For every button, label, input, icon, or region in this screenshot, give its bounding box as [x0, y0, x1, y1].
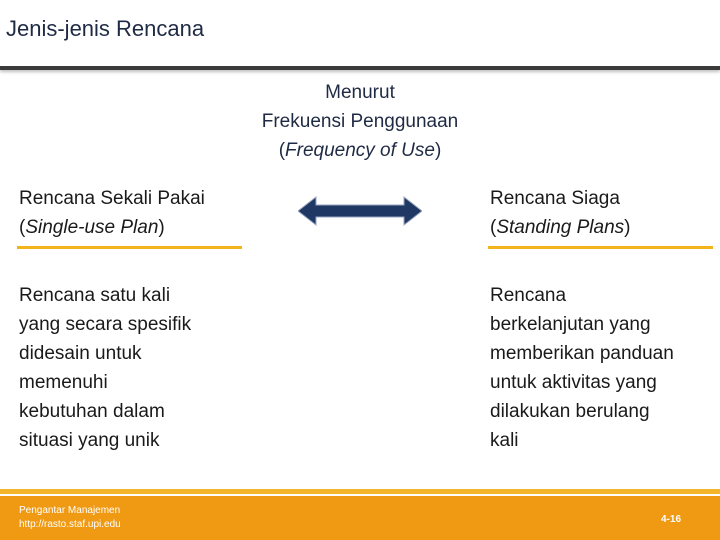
description-line: kebutuhan dalam — [19, 401, 165, 422]
right-plan-english-text: Standing Plans — [496, 217, 625, 238]
paren-open: ( — [278, 140, 286, 161]
footer-divider — [0, 489, 720, 494]
course-name: Pengantar Manajemen — [19, 505, 121, 516]
right-plan-name: Rencana Siaga — [490, 188, 620, 209]
right-plan-title — [490, 184, 630, 242]
paren-open: ( — [490, 217, 497, 238]
right-plan-english — [490, 213, 630, 242]
double-headed-arrow-icon — [298, 196, 422, 226]
left-plan-name: Rencana Sekali Pakai — [19, 188, 205, 209]
page-number: 4-16 — [661, 514, 682, 525]
header-bar — [0, 0, 720, 70]
paren-close: ) — [624, 217, 631, 238]
classification-line-3 — [230, 136, 490, 165]
classification-line-2: Frekuensi Penggunaan — [261, 111, 459, 132]
footer-bar — [0, 496, 720, 540]
description-line: Rencana — [490, 285, 567, 306]
description-line: berkelanjutan yang — [490, 314, 651, 335]
description-line: situasi yang unik — [19, 430, 160, 451]
paren-close: ) — [158, 217, 165, 238]
slide-title: Jenis-jenis Rencana — [6, 16, 205, 41]
paren-open: ( — [19, 217, 26, 238]
description-line: memberikan panduan — [490, 343, 674, 364]
description-line: didesain untuk — [19, 343, 142, 364]
paren-close: ) — [434, 140, 442, 161]
description-line: kali — [490, 430, 519, 451]
footer-credit — [19, 504, 121, 532]
classification-label — [230, 78, 490, 165]
description-line: yang secara spesifik — [19, 314, 192, 335]
description-line: dilakukan berulang — [490, 401, 650, 422]
left-plan-english-text: Single-use Plan — [25, 217, 159, 238]
classification-english: Frequency of Use — [285, 140, 435, 161]
left-title-underline — [17, 246, 242, 249]
source-url: http://rasto.staf.upi.edu — [19, 519, 121, 530]
right-plan-description — [490, 281, 715, 455]
right-title-underline — [488, 246, 713, 249]
description-line: untuk aktivitas yang — [490, 372, 657, 393]
left-plan-english — [19, 213, 205, 242]
classification-line-1: Menurut — [325, 82, 395, 103]
left-plan-description — [19, 281, 249, 455]
description-line: Rencana satu kali — [19, 285, 171, 306]
description-line: memenuhi — [19, 372, 108, 393]
left-plan-title — [19, 184, 205, 242]
